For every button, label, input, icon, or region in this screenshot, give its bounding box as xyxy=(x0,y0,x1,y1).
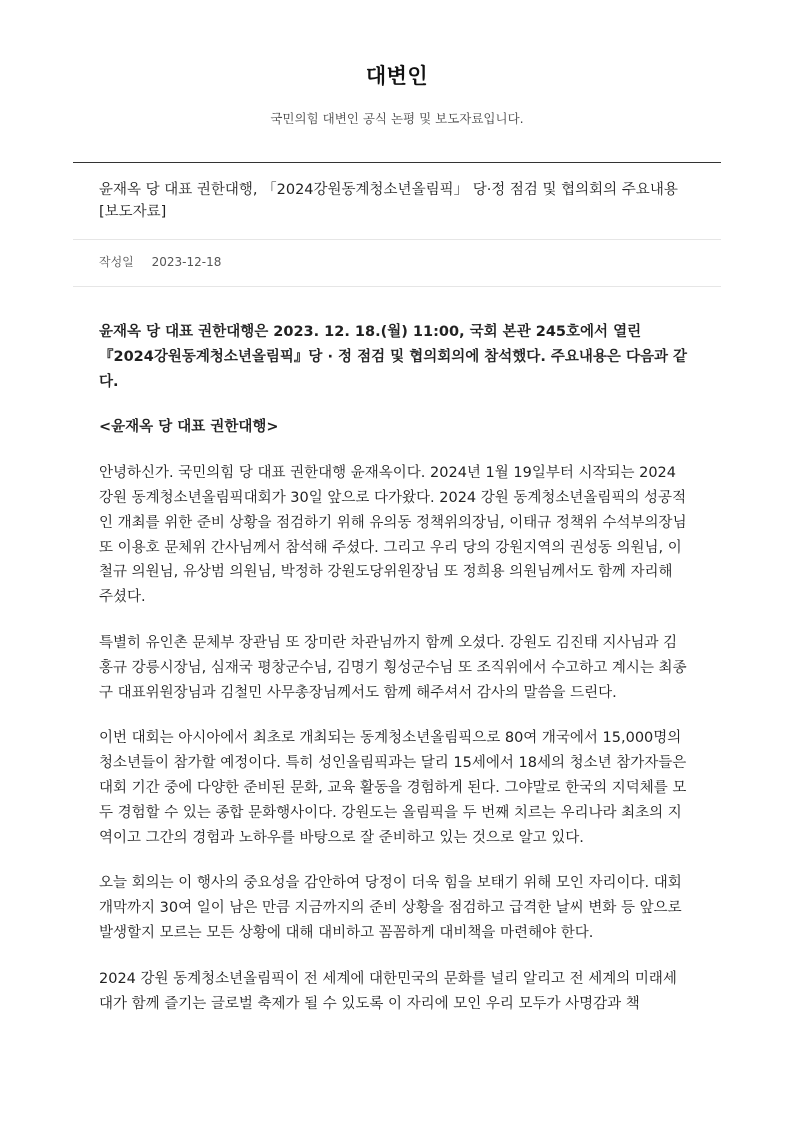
post-title: 윤재옥 당 대표 권한대행, 「2024강원동계청소년올림픽」 당·정 점검 및 협의회의 주요내용 [보도자료] xyxy=(73,163,721,240)
site-title: 대변인 xyxy=(365,64,429,88)
post-body xyxy=(99,320,689,1037)
site-subtitle: 국민의힘 대변인 공식 논평 및 보도자료입니다. xyxy=(270,111,524,126)
site-header xyxy=(0,0,794,127)
intro-paragraph: 윤재옥 당 대표 권한대행은 2023. 12. 18.(월) 11:00, 국회 본관 245호에서 열린『2024강원동계청소년올림픽』당 · 정 점검 및 협의회의에 참석했다. 주요내용은 다음과 같다. xyxy=(99,324,688,390)
body-paragraph: 2024 강원 동계청소년올림픽이 전 세계에 대한민국의 문화를 널리 알리고 전 세계의 미래세대가 함께 즐기는 글로벌 축제가 될 수 있도록 이 자리에 모인 우리 모두가 사명감과 책 xyxy=(99,970,677,1012)
post-meta xyxy=(73,240,721,287)
post-header xyxy=(73,162,721,287)
body-paragraph: 안녕하신가. 국민의힘 당 대표 권한대행 윤재옥이다. 2024년 1월 19일부터 시작되는 2024 강원 동계청소년올림픽대회가 30일 앞으로 다가왔다. 2024 강원 동계청소년올림픽의 성공적인 개최를 위한 준비 상황을 점검하기 위해 유의동 정책위의장님, 이태규 정책위 수석부의장님 또 이용호 문체위 간사님께서 참석해 주셨다. 그리고 우리 당의 강원지역의 권성동 의원님, 이철규 의원님, 유상범 의원님, 박정하 강원도당위원장님 또 정희용 의원님께서도 함께 자리해 주셨다. xyxy=(99,465,687,606)
body-paragraph: 이번 대회는 아시아에서 최초로 개최되는 동계청소년올림픽으로 80여 개국에서 15,000명의 청소년들이 참가할 예정이다. 특히 성인올림픽과는 달리 15세에서 18세의 청소년 참가자들은 대회 기간 중에 다양한 준비된 문화, 교육 활동을 경험하게 된다. 그야말로 한국의 지덕체를 모두 경험할 수 있는 종합 문화행사이다. 강원도는 올림픽을 두 번째 치르는 우리나라 최초의 지역이고 그간의 경험과 노하우를 바탕으로 잘 준비하고 있는 것으로 알고 있다. xyxy=(99,730,687,846)
body-paragraph: 오늘 회의는 이 행사의 중요성을 감안하여 당정이 더욱 힘을 보태기 위해 모인 자리이다. 대회 개막까지 30여 일이 남은 만큼 지금까지의 준비 상황을 점검하고 급격한 날씨 변화 등 앞으로 발생할지 모르는 모든 상황에 대해 대비하고 꼼꼼하게 대비책을 마련해야 한다. xyxy=(99,875,682,941)
section-heading: <윤재옥 당 대표 권한대행> xyxy=(99,419,279,436)
post-date: 2023-12-18 xyxy=(151,255,222,269)
body-paragraph: 특별히 유인촌 문체부 장관님 또 장미란 차관님까지 함께 오셨다. 강원도 김진태 지사님과 김홍규 강릉시장님, 심재국 평창군수님, 김명기 횡성군수님 또 조직위에서 수고하고 계시는 최종구 대표위원장님과 김철민 사무총장님께서도 함께 해주셔서 감사의 말씀을 드린다. xyxy=(99,634,687,701)
date-label: 작성일 xyxy=(99,255,134,269)
